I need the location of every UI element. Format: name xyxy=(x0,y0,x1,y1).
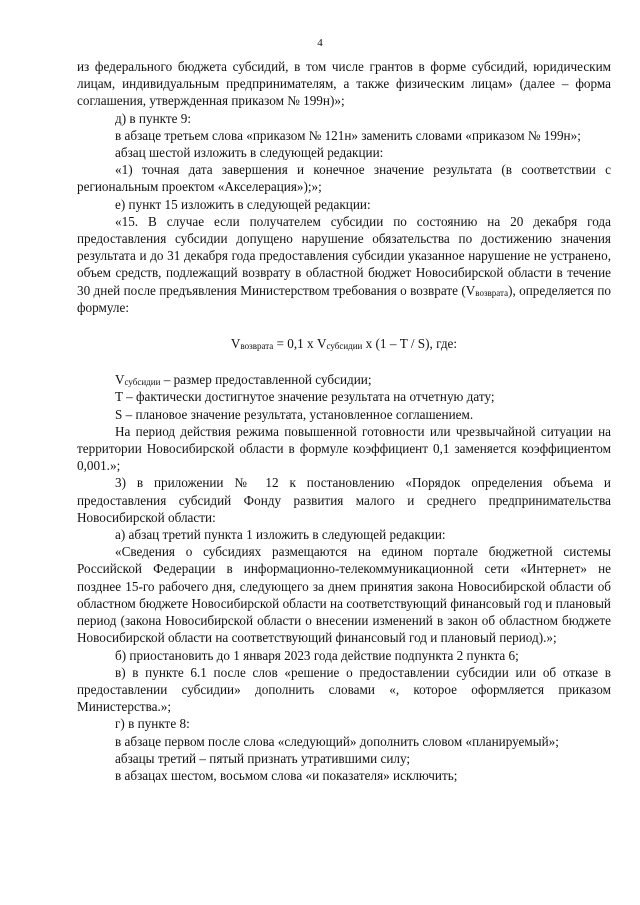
paragraph: 3) в приложении № 12 к постановлению «Порядок определения объема и предоставления субсидий Фонду развития малого и среднего предпринимательства Новосибирской области: xyxy=(77,475,611,525)
paragraph: «1) точная дата завершения и конечное значение результата (в соответствии с региональным проектом «Акселерация»);»; xyxy=(77,162,611,195)
formula-var: V xyxy=(230,336,241,352)
subscript: возврата xyxy=(475,287,509,298)
paragraph: абзацы третий – пятый признать утратившими силу; xyxy=(115,750,411,766)
formula-part: = 0,1 х V xyxy=(273,336,327,352)
paragraph: из федерального бюджета субсидий, в том числе грантов в форме субсидий, юридическим лицам, индивидуальным предпринимателям, а также физическим лицам» (далее – форма соглашения, утвержденная приказом № 199н)»; xyxy=(77,59,611,109)
paragraph: б) приостановить до 1 января 2023 года действие подпункта 2 пункта 6; xyxy=(115,647,519,663)
paragraph: в абзаце первом после слова «следующий» дополнить словом «планируемый»; xyxy=(115,733,559,749)
formula xyxy=(77,335,611,352)
paragraph-text: – размер предоставленной субсидии; xyxy=(160,372,372,388)
paragraph: в абзаце третьем слова «приказом № 121н» заменить словами «приказом № 199н»; xyxy=(115,127,581,143)
formula-var: V xyxy=(115,372,125,388)
paragraph: На период действия режима повышенной готовности или чрезвычайной ситуации на территории Новосибирской области в формуле коэффициент 0,1 заменяется коэффициентом 0,001.»; xyxy=(77,423,611,474)
paragraph xyxy=(77,213,611,316)
paragraph-text: «15. В случае если получателем субсидии по состоянию на 20 декабря года предоставления субсидии допущено нарушение обязательства по достижению значения результата и до 31 декабря года предоставления субсидии указанное нарушение не устранено, объем средств, подлежащий возврату в областной бюджет Новосибирской области в течение 30 дней после предъявления Министерством требования о возврате (V xyxy=(77,213,611,298)
page-number: 4 xyxy=(317,37,323,49)
paragraph-text: ), определяется по формуле: xyxy=(77,282,611,315)
subscript: субсидии xyxy=(124,377,161,388)
paragraph: е) пункт 15 изложить в следующей редакции: xyxy=(115,196,371,212)
paragraph: а) абзац третий пункта 1 изложить в следующей редакции: xyxy=(115,527,446,543)
subscript: возврата xyxy=(240,341,274,352)
paragraph: T – фактически достигнутое значение результата на отчетную дату; xyxy=(115,389,495,405)
paragraph: д) в пункте 9: xyxy=(115,110,192,126)
paragraph: в абзацах шестом, восьмом слова «и показателя» исключить; xyxy=(115,767,458,783)
paragraph: в) в пункте 6.1 после слов «решение о предоставлении субсидии или об отказе в предоставлении субсидии» дополнить словами «, которое оформляется приказом Министерства.»; xyxy=(77,664,611,715)
paragraph: абзац шестой изложить в следующей редакции: xyxy=(115,145,384,161)
paragraph: «Сведения о субсидиях размещаются на едином портале бюджетной системы Российской Федерации в информационно-телекоммуникационной сети «Интернет» не позднее 15-го рабочего дня, следующего за днем принятия закона Новосибирской области об областном бюджете Новосибирской области на соответствующий финансовый год и плановый период (закона Новосибирской области о внесении изменений в закон об областном бюджете Новосибирской области на соответствующий финансовый год и плановый период).»; xyxy=(77,544,611,646)
document-body xyxy=(77,58,611,784)
paragraph xyxy=(77,371,611,388)
paragraph: S – плановое значение результата, установленное соглашением. xyxy=(115,406,474,422)
paragraph: г) в пункте 8: xyxy=(115,716,190,732)
subscript: субсидии xyxy=(326,341,363,352)
formula-part: х (1 – T / S), где: xyxy=(362,336,458,352)
